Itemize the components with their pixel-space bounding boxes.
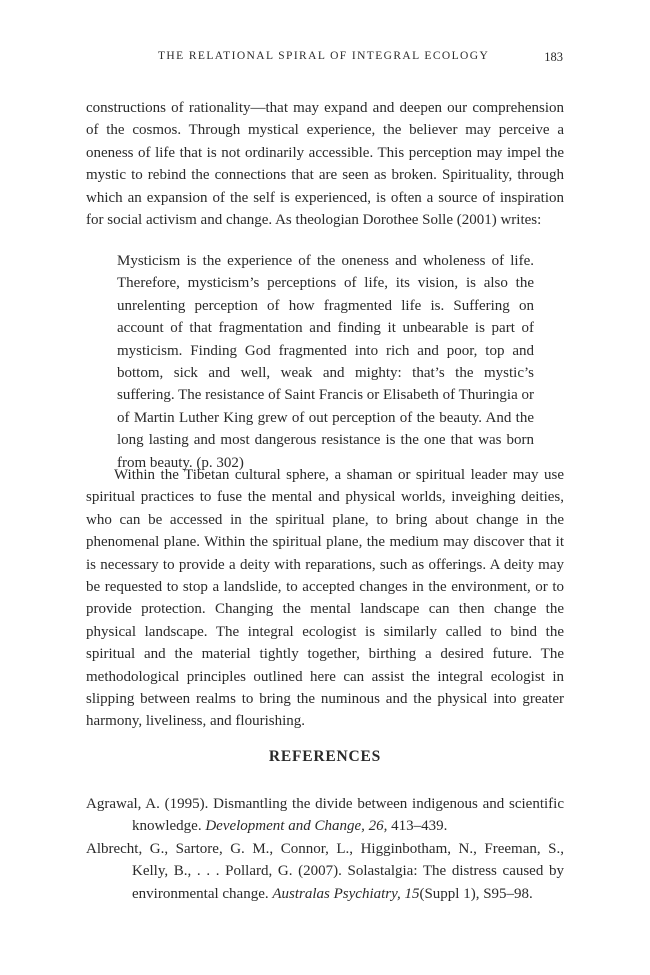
reference-entry [86, 838, 564, 905]
reference-entry [86, 793, 564, 838]
reference-text: Albrecht, G., Sartore, G. M., Connor, L., Higginbotham, N., Freeman, S., Kelly, B., . . . Pollard, G. (2007). Solastalgia: The distress caused by environmental change. [86, 841, 564, 902]
reference-journal: Australas Psychiatry, 15 [272, 885, 420, 902]
body-paragraph-1: constructions of rationality—that may expand and deepen our comprehension of the cosmos. Through mystical experience, the believer may perceive a oneness of life that is not ordinarily accessible. This perception may impel the mystic to rebind the connections that are seen as broken. Spirituality, through which an expansion of the self is experienced, is often a source of inspiration for social activism and change. As theologian Dorothee Solle (2001) writes: [86, 100, 564, 229]
block-quote: Mysticism is the experience of the oneness and wholeness of life. Therefore, mysticism’s perceptions of life, its vision, is also the unrelenting perception of how fragmented life is. Suffering on account of that fragmentation and finding it unbearable is part of mysticism. Finding God fragmented into rich and poor, top and bottom, sick and well, weak and mighty: that’s the mystic’s suffering. The resistance of Saint Francis or Elisabeth of Thuringia or of Martin Luther King grew of out perception of the beauty. And the long lasting and most dangerous resistance is the one that was born from beauty. (p. 302) [117, 253, 534, 471]
running-title: THE RELATIONAL SPIRAL OF INTEGRAL ECOLOGY [158, 50, 490, 62]
reference-text: Agrawal, A. (1995). Dismantling the divide between indigenous and scientific knowledge. [86, 796, 564, 835]
page-number: 183 [544, 50, 563, 64]
reference-pages: 413–439. [387, 818, 448, 835]
reference-journal: Development and Change, 26, [205, 818, 388, 835]
body-paragraph-2: Within the Tibetan cultural sphere, a shaman or spiritual leader may use spiritual practices to fuse the mental and physical worlds, inveighing deities, who can be accessed in the spiritual plane, to bring about change in the phenomenal plane. Within the spiritual plane, the medium may discover that it is necessary to provide a deity with reparations, such as offerings. A deity may be requested to stop a landslide, to accepted changes in the environment, or to provide protection. Changing the mental landscape can then change the physical landscape. The integral ecologist is similarly called to bind the spiritual and the material tightly together, birthing a desired future. The methodological principles outlined here can assist the integral ecologist in slipping between realms to bring the numinous and the physical into greater harmony, liveliness, and flourishing. [86, 467, 564, 730]
reference-pages: (Suppl 1), S95–98. [419, 885, 533, 902]
references-heading: REFERENCES [268, 748, 382, 765]
running-header [0, 50, 650, 70]
